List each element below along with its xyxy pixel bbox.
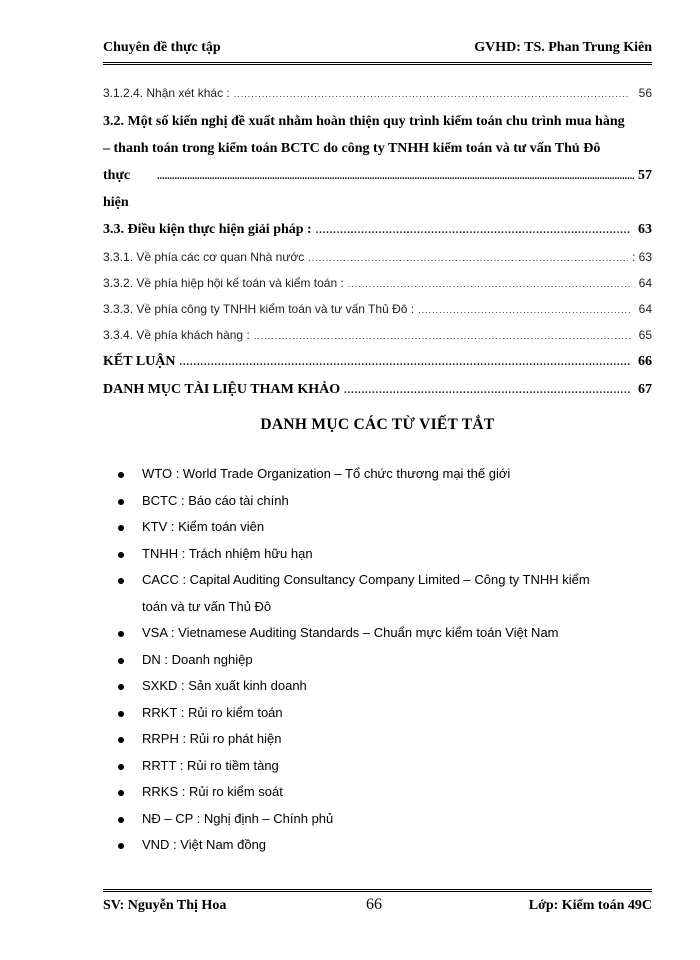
list-item bbox=[118, 488, 658, 515]
footer-class: Lớp: Kiểm toán 49C bbox=[528, 898, 652, 913]
bullet-icon bbox=[118, 711, 124, 717]
toc-item-label-line3: thực hiện bbox=[103, 168, 131, 210]
list-item bbox=[118, 726, 658, 753]
toc-leader-dots bbox=[344, 377, 630, 405]
bullet-icon bbox=[118, 817, 124, 823]
toc-item-page: 56 bbox=[638, 86, 652, 100]
abbreviation-text: DN : Doanh nghiệp bbox=[142, 651, 253, 667]
toc-item-ket-luan[interactable] bbox=[103, 348, 652, 376]
toc-item-page: : 63 bbox=[631, 250, 652, 264]
toc-leader-dots bbox=[348, 270, 630, 297]
abbreviations-list bbox=[118, 461, 658, 859]
toc-leader-dots bbox=[179, 349, 630, 377]
toc-item-page: 67 bbox=[638, 382, 652, 397]
toc-item-page: 63 bbox=[638, 222, 652, 237]
abbreviation-text: SXKD : Sản xuất kinh doanh bbox=[142, 678, 307, 693]
toc-item-tai-lieu[interactable] bbox=[103, 376, 652, 404]
abbreviation-text: VND : Việt Nam đồng bbox=[142, 837, 267, 852]
list-item bbox=[118, 673, 658, 700]
bullet-icon bbox=[118, 552, 124, 558]
bullet-icon bbox=[118, 658, 124, 664]
list-item bbox=[118, 620, 658, 647]
abbreviation-text: WTO : World Trade Organization – Tổ chức thương mại thế giới bbox=[142, 466, 511, 481]
toc-item-3-3-4[interactable] bbox=[103, 322, 652, 348]
list-item bbox=[118, 461, 658, 488]
bullet-icon bbox=[118, 499, 124, 505]
bullet-icon bbox=[118, 790, 124, 796]
abbreviation-text: RRPH : Rủi ro phát hiện bbox=[142, 731, 282, 746]
toc-item-3-3-3[interactable] bbox=[103, 296, 652, 322]
page-number: 66 bbox=[366, 896, 382, 913]
abbreviation-text: TNHH : Trách nhiệm hữu hạn bbox=[142, 545, 313, 561]
abbreviation-text: BCTC : Báo cáo tài chính bbox=[142, 492, 289, 508]
toc-leader-dots bbox=[308, 244, 628, 271]
toc-item-label-line1: 3.2. Một số kiến nghị đề xuất nhằm hoàn thiện quy trình kiểm toán chu trình mua hàng bbox=[103, 114, 625, 129]
toc-item-label: 3.3.4. Về phía khách hàng : bbox=[103, 328, 250, 342]
toc-item-label: DANH MỤC TÀI LIỆU THAM KHẢO bbox=[103, 382, 341, 397]
toc-leader-dots bbox=[316, 217, 630, 245]
abbreviation-text: CACC : Capital Auditing Consultancy Company Limited – Công ty TNHH kiểm bbox=[142, 572, 590, 587]
footer-student: SV: Nguyễn Thị Hoa bbox=[103, 898, 227, 913]
abbreviation-text: NĐ – CP : Nghị định – Chính phủ bbox=[142, 810, 334, 826]
bullet-icon bbox=[118, 578, 124, 584]
abbreviations-title: DANH MỤC CÁC TỪ VIẾT TẮT bbox=[260, 416, 495, 433]
toc-item-label: KẾT LUẬN bbox=[103, 354, 176, 369]
toc-item-page: 64 bbox=[638, 276, 652, 290]
toc-item-page: 65 bbox=[638, 328, 652, 342]
toc-leader-dots bbox=[418, 296, 630, 323]
list-item bbox=[118, 647, 658, 674]
toc-item-3-2[interactable] bbox=[103, 108, 652, 216]
abbreviation-text: RRTT : Rủi ro tiềm tàng bbox=[142, 757, 279, 773]
table-of-contents bbox=[103, 80, 652, 404]
abbreviation-text-continued: toán và tư vấn Thủ Đô bbox=[142, 598, 272, 614]
toc-item-3-1-2-4[interactable] bbox=[103, 80, 652, 106]
abbreviation-text: VSA : Vietnamese Auditing Standards – Chuẩn mực kiểm toán Việt Nam bbox=[142, 625, 559, 640]
toc-leader-dots bbox=[254, 322, 630, 349]
page-footer bbox=[103, 898, 652, 918]
header-title: Chuyên đề thực tập bbox=[103, 40, 221, 55]
abbreviation-text: KTV : Kiểm toán viên bbox=[142, 519, 265, 534]
toc-item-label: 3.3. Điều kiện thực hiện giải pháp : bbox=[103, 222, 312, 237]
header-supervisor: GVHD: TS. Phan Trung Kiên bbox=[474, 40, 652, 55]
list-item bbox=[118, 806, 658, 833]
bullet-icon bbox=[118, 737, 124, 743]
toc-item-page: 57 bbox=[638, 168, 652, 183]
toc-item-label: 3.3.2. Về phía hiệp hội kế toán và kiểm toán : bbox=[103, 276, 344, 290]
toc-item-page: 66 bbox=[638, 354, 652, 369]
bullet-icon bbox=[118, 472, 124, 478]
toc-item-page: 64 bbox=[638, 302, 652, 316]
list-item bbox=[118, 832, 658, 859]
header-divider bbox=[103, 62, 652, 65]
abbreviation-text: RRKS : Rủi ro kiểm soát bbox=[142, 784, 283, 799]
footer-divider bbox=[103, 889, 652, 892]
list-item bbox=[118, 779, 658, 806]
toc-item-label: 3.3.1. Về phía các cơ quan Nhà nước bbox=[103, 250, 305, 264]
toc-item-label-line2: – thanh toán trong kiểm toán BCTC do công ty TNHH kiểm toán và tư vấn Thủ Đô bbox=[103, 141, 601, 156]
bullet-icon bbox=[118, 684, 124, 690]
toc-item-3-3-1[interactable] bbox=[103, 244, 652, 270]
toc-item-3-3[interactable] bbox=[103, 216, 652, 244]
list-item bbox=[118, 700, 658, 727]
bullet-icon bbox=[118, 764, 124, 770]
list-item bbox=[118, 514, 658, 541]
toc-item-3-3-2[interactable] bbox=[103, 270, 652, 296]
toc-leader-dots bbox=[234, 80, 630, 107]
list-item bbox=[118, 753, 658, 780]
list-item bbox=[118, 567, 658, 620]
bullet-icon bbox=[118, 525, 124, 531]
list-item bbox=[118, 541, 658, 568]
toc-leader-dots bbox=[157, 162, 634, 190]
page-header bbox=[103, 40, 652, 62]
bullet-icon bbox=[118, 843, 124, 849]
abbreviation-text: RRKT : Rủi ro kiểm toán bbox=[142, 704, 283, 720]
toc-item-label: 3.3.3. Về phía công ty TNHH kiểm toán và tư vấn Thủ Đô : bbox=[103, 302, 415, 316]
toc-item-label: 3.1.2.4. Nhận xét khác : bbox=[103, 86, 230, 100]
bullet-icon bbox=[118, 631, 124, 637]
